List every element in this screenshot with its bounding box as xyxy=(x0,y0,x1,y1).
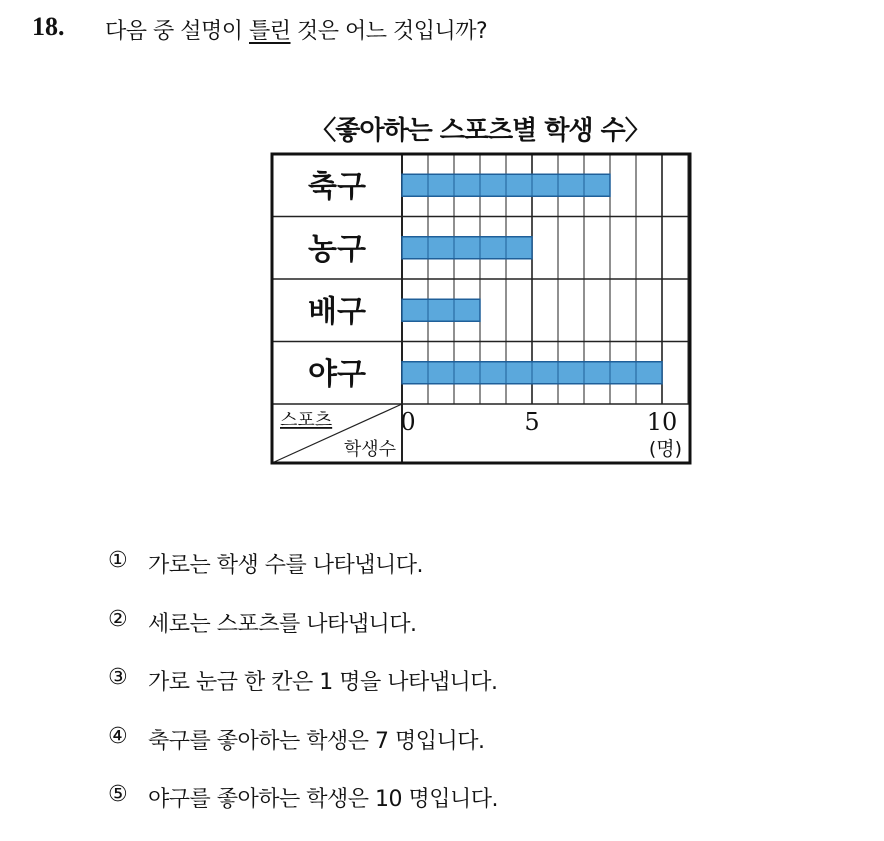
category-label-3: 배구 xyxy=(308,294,366,330)
category-label-2: 농구 xyxy=(308,231,366,267)
choice-3-number: ③ xyxy=(108,665,128,690)
question-text-before: 다음 중 설명이 xyxy=(105,19,249,44)
bar-chart xyxy=(268,150,694,468)
x-tick-label-5: 5 xyxy=(524,408,540,436)
question-text xyxy=(105,14,487,45)
choice-1[interactable] xyxy=(108,548,498,607)
corner-label-sport: 스포츠 xyxy=(280,410,333,431)
bar-3 xyxy=(402,299,480,321)
question-number: 18. xyxy=(32,12,65,41)
choice-5-text: 야구를 좋아하는 학생은 10 명입니다. xyxy=(148,787,498,812)
choice-1-number: ① xyxy=(108,548,128,573)
choice-5-number: ⑤ xyxy=(108,782,128,807)
choice-3-text: 가로 눈금 한 칸은 1 명을 나타냅니다. xyxy=(148,670,498,695)
choice-4[interactable] xyxy=(108,724,498,783)
question-text-after: 것은 어느 것입니까? xyxy=(290,19,488,44)
choice-2[interactable] xyxy=(108,607,498,666)
choice-4-text: 축구를 좋아하는 학생은 7 명입니다. xyxy=(148,728,485,754)
choice-4-number: ④ xyxy=(108,723,128,749)
category-label-4: 야구 xyxy=(308,356,366,392)
choice-1-text: 가로는 학생 수를 나타냅니다. xyxy=(148,553,423,578)
x-tick-label-0: 0 xyxy=(400,408,416,436)
category-label-1: 축구 xyxy=(308,169,366,205)
choice-list xyxy=(108,548,498,841)
choice-3[interactable] xyxy=(108,665,498,724)
x-unit-label: (명) xyxy=(648,438,682,460)
choice-5[interactable] xyxy=(108,782,498,841)
corner-label-students: 학생수 xyxy=(343,439,396,460)
x-tick-label-10: 10 xyxy=(646,408,678,436)
choice-2-text: 세로는 스포츠를 나타냅니다. xyxy=(148,611,417,637)
question-text-underlined: 틀린 xyxy=(249,19,291,44)
choice-2-number: ② xyxy=(108,606,128,632)
chart-title: 〈좋아하는 스포츠별 학생 수〉 xyxy=(310,116,650,146)
bar-2 xyxy=(402,237,532,259)
